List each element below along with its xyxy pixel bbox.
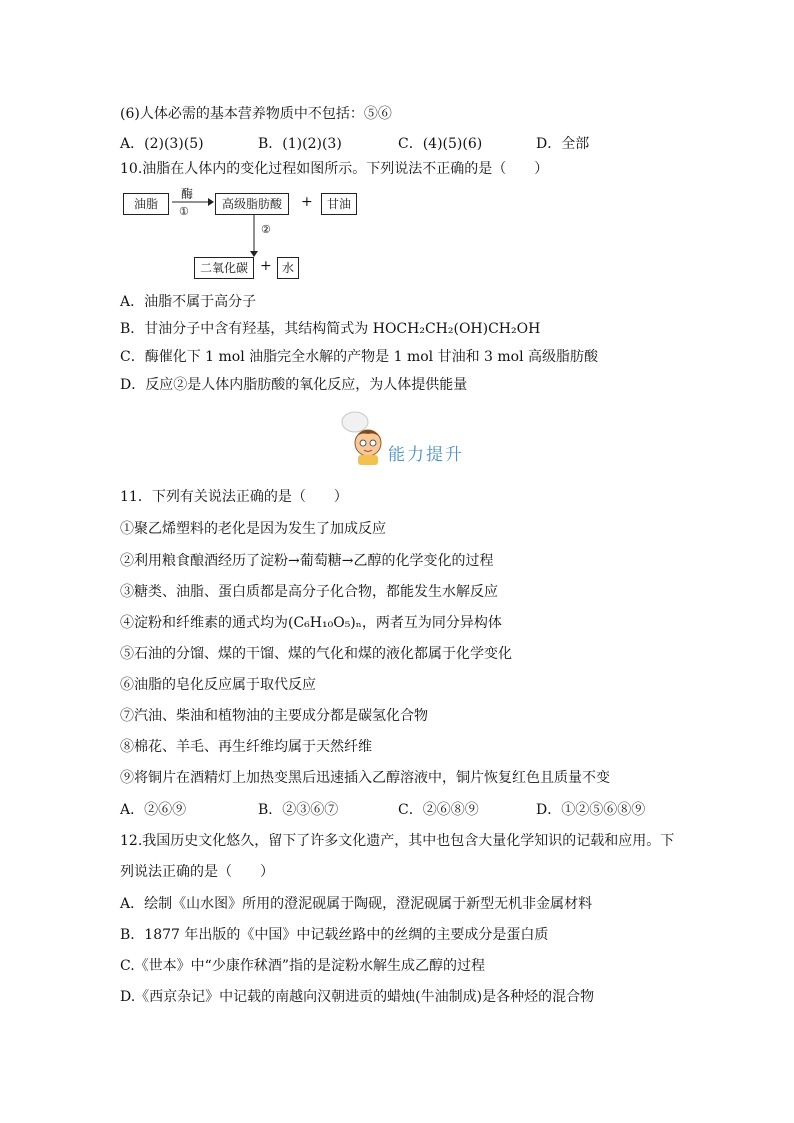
q11-options xyxy=(120,800,680,820)
q9-option-b: B．(1)(2)(3) xyxy=(258,136,342,152)
q11-option-d: D．①②⑤⑥⑧⑨ xyxy=(536,802,646,818)
q12-stem-line2: 列说法正确的是（ ） xyxy=(120,864,274,880)
q9-options xyxy=(120,134,680,154)
box-co2: 二氧化碳 xyxy=(194,257,254,279)
q11-stem: 11．下列有关说法正确的是（ ） xyxy=(120,489,348,505)
q10-option-c: C．酶催化下 1 mol 油脂完全水解的产物是 1 mol 甘油和 3 mol 高级脂肪酸 xyxy=(120,349,599,365)
q11-item-4: ④淀粉和纤维素的通式均为(C₆H₁₀O₅)ₙ，两者互为同分异构体 xyxy=(120,615,502,631)
plus-sign-2: + xyxy=(260,258,272,274)
plus-sign: + xyxy=(301,194,313,210)
cartoon-student-icon xyxy=(338,408,388,468)
q9-option-d: D．全部 xyxy=(536,136,590,152)
step2-label: ② xyxy=(261,223,271,236)
box-glycerol: 甘油 xyxy=(321,193,357,215)
arrow-down-icon xyxy=(248,215,260,257)
q11-option-c: C．②⑥⑧⑨ xyxy=(398,802,479,818)
q11-item-3: ③糖类、油脂、蛋白质都是高分子化合物，都能发生水解反应 xyxy=(120,584,498,600)
q12-option-d: D.《西京杂记》中记载的南越向汉朝进贡的蜡烛(牛油制成)是各种烃的混合物 xyxy=(120,989,595,1005)
q10-option-a: A．油脂不属于高分子 xyxy=(120,294,257,310)
q10-stem: 10.油脂在人体内的变化过程如图所示。下列说法不正确的是（ ） xyxy=(120,161,549,177)
q11-item-9: ⑨将铜片在酒精灯上加热变黑后迅速插入乙醇溶液中，铜片恢复红色且质量不变 xyxy=(120,770,610,786)
banner-title: 能力提升 xyxy=(388,445,464,465)
q11-option-a: A．②⑥⑨ xyxy=(120,802,187,818)
step1-label: ① xyxy=(179,205,189,218)
q12-stem-line1: 12.我国历史文化悠久，留下了许多文化遗产，其中也包含大量化学知识的记载和应用。下 xyxy=(120,833,675,849)
q9-option-a: A．(2)(3)(5) xyxy=(120,136,204,152)
q11-item-8: ⑧棉花、羊毛、再生纤维均属于天然纤维 xyxy=(120,739,372,755)
box-water: 水 xyxy=(277,257,299,279)
q9-option-c: C．(4)(5)(6) xyxy=(398,136,483,152)
q11-item-1: ①聚乙烯塑料的老化是因为发生了加成反应 xyxy=(120,521,386,537)
q11-item-2: ②利用粮食酿酒经历了淀粉→葡萄糖→乙醇的化学变化的过程 xyxy=(120,553,494,569)
q11-item-5: ⑤石油的分馏、煤的干馏、煤的气化和煤的液化都属于化学变化 xyxy=(120,646,512,662)
arrow-right-icon xyxy=(170,196,214,208)
q10-option-b: B．甘油分子中含有羟基，其结构简式为 HOCH₂CH₂(OH)CH₂OH xyxy=(120,321,541,337)
q9-item6: (6)人体必需的基本营养物质中不包括：⑤⑥ xyxy=(120,106,392,122)
box-oil: 油脂 xyxy=(123,193,169,215)
q12-option-b: B．1877 年出版的《中国》中记载丝路中的丝绸的主要成分是蛋白质 xyxy=(120,927,549,943)
enzyme-label: 酶 xyxy=(181,187,194,201)
q12-option-a: A．绘制《山水图》所用的澄泥砚属于陶砚，澄泥砚属于新型无机非金属材料 xyxy=(120,896,593,912)
q12-option-c: C.《世本》中“少康作秫酒”指的是淀粉水解生成乙醇的过程 xyxy=(120,958,485,974)
q11-item-6: ⑥油脂的皂化反应属于取代反应 xyxy=(120,677,316,693)
box-fatty-acid: 高级脂肪酸 xyxy=(215,193,289,215)
q11-item-7: ⑦汽油、柴油和植物油的主要成分都是碳氢化合物 xyxy=(120,708,428,724)
q10-option-d: D．反应②是人体内脂肪酸的氧化反应，为人体提供能量 xyxy=(120,377,468,393)
q11-option-b: B．②③⑥⑦ xyxy=(258,802,339,818)
